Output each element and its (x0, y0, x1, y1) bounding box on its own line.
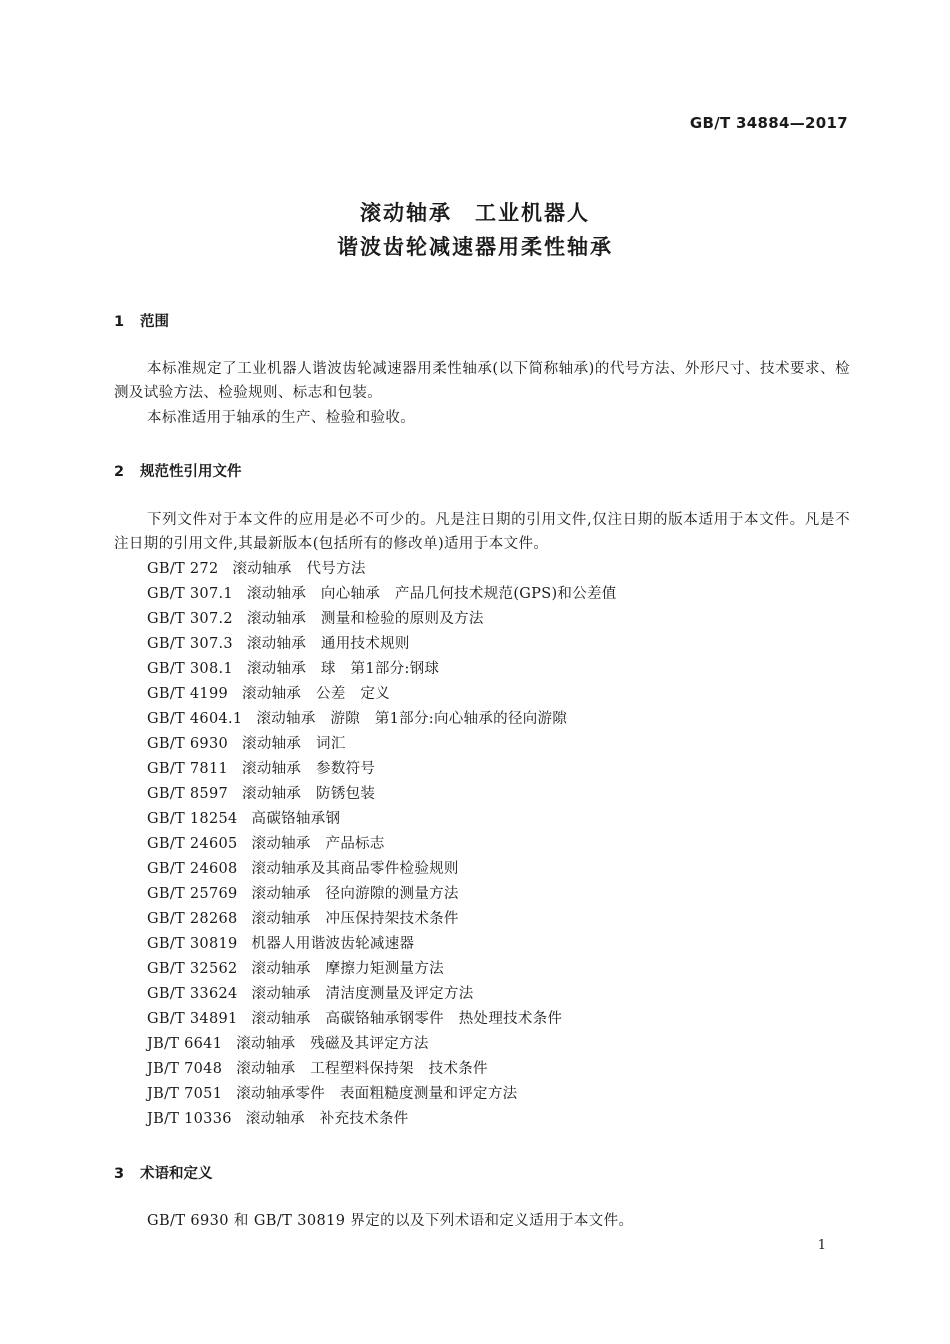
reference-title: 滚动轴承 清洁度测量及评定方法 (251, 986, 474, 1002)
document-title-line-2: 谐波齿轮减速器用柔性轴承 (337, 235, 613, 259)
reference-item (147, 682, 617, 707)
section-heading-scope (114, 310, 169, 331)
reference-item (147, 1032, 617, 1057)
section-title: 术语和定义 (140, 1166, 213, 1182)
reference-title: 滚动轴承 防锈包装 (242, 786, 376, 802)
reference-item (147, 607, 617, 632)
reference-code: GB/T 28268 (147, 911, 238, 927)
section-title: 范围 (140, 314, 169, 330)
reference-item (147, 982, 617, 1007)
reference-title: 滚动轴承 测量和检验的原则及方法 (246, 611, 484, 627)
document-title-line-1: 滚动轴承 工业机器人 (360, 201, 590, 225)
reference-item (147, 657, 617, 682)
reference-title: 滚动轴承 参数符号 (242, 761, 376, 777)
reference-title: 滚动轴承 高碳铬轴承钢零件 热处理技术条件 (251, 1011, 563, 1027)
reference-item (147, 1107, 617, 1132)
reference-title: 滚动轴承 词汇 (242, 736, 346, 752)
reference-title: 滚动轴承 产品标志 (251, 836, 385, 852)
reference-title: 滚动轴承 代号方法 (232, 561, 366, 577)
reference-item (147, 1082, 617, 1107)
reference-title: 滚动轴承 向心轴承 产品几何技术规范(GPS)和公差值 (246, 586, 617, 602)
reference-code: GB/T 33624 (147, 986, 238, 1002)
reference-code: GB/T 24605 (147, 836, 238, 852)
reference-code: GB/T 7811 (147, 761, 229, 777)
reference-code: GB/T 18254 (147, 811, 238, 827)
reference-title: 滚动轴承 球 第1部分:钢球 (246, 661, 440, 677)
reference-list (147, 557, 617, 1132)
reference-item (147, 907, 617, 932)
reference-item (147, 632, 617, 657)
reference-item (147, 557, 617, 582)
scope-paragraph-2: 本标准适用于轴承的生产、检验和验收。 (147, 410, 416, 426)
reference-title: 滚动轴承 冲压保持架技术条件 (251, 911, 459, 927)
reference-title: 滚动轴承 工程塑料保持架 技术条件 (236, 1061, 488, 1077)
reference-title: 滚动轴承 径向游隙的测量方法 (251, 886, 459, 902)
reference-item (147, 732, 617, 757)
reference-item (147, 757, 617, 782)
section-heading-terms-definitions (114, 1162, 213, 1183)
reference-code: GB/T 307.1 (147, 586, 233, 602)
reference-title: 滚动轴承零件 表面粗糙度测量和评定方法 (236, 1086, 518, 1102)
reference-code: GB/T 25769 (147, 886, 238, 902)
section-number: 2 (114, 464, 125, 480)
reference-item (147, 957, 617, 982)
reference-code: GB/T 307.2 (147, 611, 233, 627)
reference-title: 滚动轴承 残磁及其评定方法 (236, 1036, 429, 1052)
reference-code: JB/T 10336 (147, 1111, 232, 1127)
reference-item (147, 1007, 617, 1032)
reference-code: GB/T 8597 (147, 786, 229, 802)
reference-code: GB/T 30819 (147, 936, 238, 952)
terms-paragraph: GB/T 6930 和 GB/T 30819 界定的以及下列术语和定义适用于本文件。 (147, 1213, 634, 1229)
reference-item (147, 582, 617, 607)
reference-code: GB/T 4604.1 (147, 711, 243, 727)
reference-code: GB/T 6930 (147, 736, 229, 752)
reference-title: 高碳铬轴承钢 (251, 811, 341, 827)
reference-item (147, 832, 617, 857)
reference-code: GB/T 308.1 (147, 661, 233, 677)
section-number: 3 (114, 1166, 125, 1182)
reference-title: 滚动轴承 公差 定义 (242, 686, 391, 702)
reference-item (147, 782, 617, 807)
reference-code: JB/T 7051 (147, 1086, 223, 1102)
reference-title: 滚动轴承 通用技术规则 (246, 636, 410, 652)
section-number: 1 (114, 314, 125, 330)
standard-code: GB/T 34884—2017 (689, 114, 848, 132)
reference-title: 滚动轴承 摩擦力矩测量方法 (251, 961, 444, 977)
reference-title: 滚动轴承及其商品零件检验规则 (251, 861, 459, 877)
page-number: 1 (817, 1238, 826, 1253)
reference-title: 机器人用谐波齿轮减速器 (251, 936, 415, 952)
reference-title: 滚动轴承 补充技术条件 (245, 1111, 409, 1127)
reference-code: GB/T 4199 (147, 686, 229, 702)
reference-item (147, 857, 617, 882)
section-heading-normative-references (114, 460, 242, 481)
reference-item (147, 882, 617, 907)
reference-code: GB/T 24608 (147, 861, 238, 877)
reference-item (147, 807, 617, 832)
section-title: 规范性引用文件 (140, 464, 242, 480)
reference-item (147, 932, 617, 957)
reference-title: 滚动轴承 游隙 第1部分:向心轴承的径向游隙 (256, 711, 568, 727)
reference-item (147, 1057, 617, 1082)
reference-code: GB/T 32562 (147, 961, 238, 977)
reference-item (147, 707, 617, 732)
reference-code: JB/T 7048 (147, 1061, 223, 1077)
reference-code: JB/T 6641 (147, 1036, 223, 1052)
scope-paragraph-1: 本标准规定了工业机器人谐波齿轮减速器用柔性轴承(以下简称轴承)的代号方法、外形尺寸、技术要求、检测及试验方法、检验规则、标志和包装。 (114, 361, 850, 401)
reference-code: GB/T 272 (147, 561, 219, 577)
reference-code: GB/T 34891 (147, 1011, 238, 1027)
references-intro-paragraph: 下列文件对于本文件的应用是必不可少的。凡是注日期的引用文件,仅注日期的版本适用于本文件。凡是不注日期的引用文件,其最新版本(包括所有的修改单)适用于本文件。 (114, 512, 850, 552)
reference-code: GB/T 307.3 (147, 636, 233, 652)
